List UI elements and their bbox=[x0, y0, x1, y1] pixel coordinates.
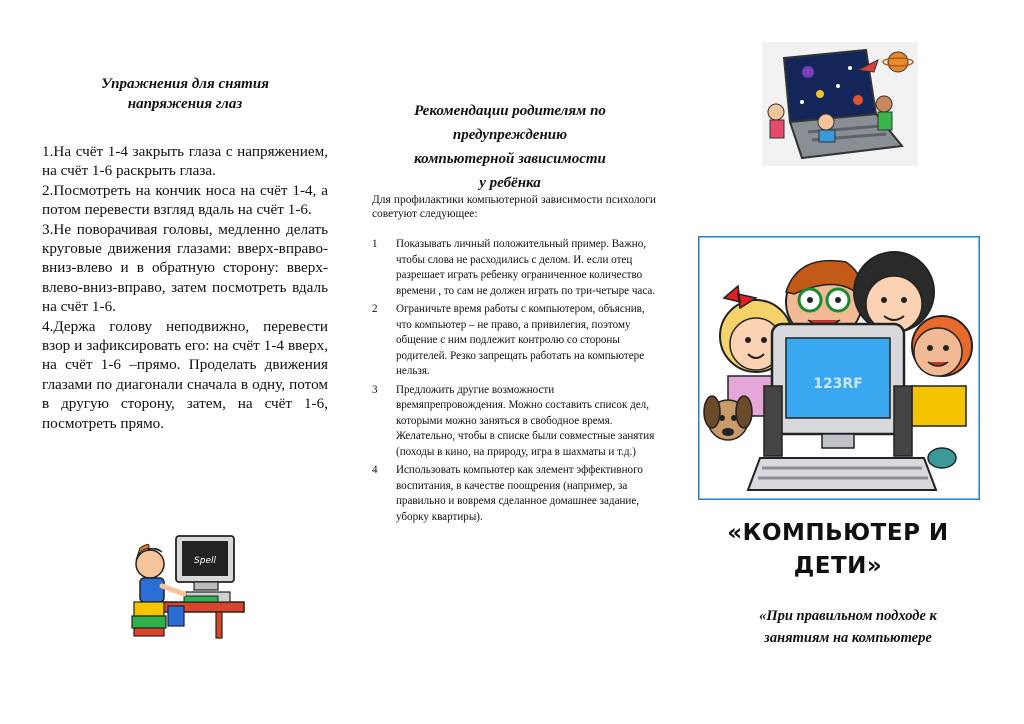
spell-screen-label: Spell bbox=[194, 556, 216, 566]
eye-exercise-item: 4.Держа голову неподвижно, перевести взор и зафиксировать его: на счёт 1-4 вверх, на счёт 1-6 –прямо. Проделать движения глазами по диагонали сначала в одну, потом в другую сторону, затем, на счёт 1-6, посмотреть прямо. bbox=[42, 317, 328, 432]
recommendation-text: Показывать личный положительный пример. Важно, чтобы слова не расходились с делом. И. если отец разрешает играть ребенку ограниченное количество времени , то сам не должен играть по три-четыре часа. bbox=[396, 238, 656, 297]
recommendations-list bbox=[372, 237, 656, 528]
cover-title-line2: ДЕТИ» bbox=[793, 553, 883, 579]
recommendations-title bbox=[374, 99, 646, 195]
recommendation-text: Ограничьте время работы с компьютером, объяснив, что компьютер – не право, а привилегия, поэтому общение с ним подлежит контролю со стороны родителей. Резко запрещать работать на компьютере нельзя. bbox=[396, 303, 645, 377]
recommendations-title-line2: предупреждению bbox=[452, 127, 568, 143]
recommendation-text: Предложить другие возможности времяпрепровождения. Можно составить список дел, которыми можно заняться в свободное время. Желательно, чтобы в списке были совместные занятия (походы в кино, на природу, игра в шахматы и т.д.) bbox=[396, 383, 655, 458]
recommendation-number: 3 bbox=[372, 383, 378, 396]
eye-exercise-item: 3.Не поворачивая головы, медленно делать круговые движения глазами: вверх-вправо-вниз-влево и в обратную сторону: вверх-влево-вниз-вправо, затем посмотреть вдаль на счёт 1-6. bbox=[42, 220, 328, 316]
recommendations-title-line3: компьютерной зависимости bbox=[414, 151, 606, 167]
recommendations-intro: Для профилактики компьютерной зависимости психологи советуют следующее: bbox=[372, 194, 656, 220]
cover-subtitle-line1: «При правильном подходе к bbox=[759, 608, 937, 624]
recommendation-item bbox=[372, 302, 656, 380]
eye-exercises-list bbox=[42, 142, 328, 433]
eye-exercises-title bbox=[70, 74, 300, 114]
recommendation-item bbox=[372, 463, 656, 525]
recommendations-title-line4: у ребёнка bbox=[479, 175, 541, 191]
cover-subtitle-line2: занятиям на компьютере bbox=[764, 630, 932, 646]
cover-subtitle bbox=[720, 605, 976, 649]
recommendation-item bbox=[372, 383, 656, 461]
recommendation-number: 2 bbox=[372, 303, 378, 315]
recommendation-number: 1 bbox=[372, 238, 378, 250]
recommendation-text: Использовать компьютер как элемент эффективного воспитания, в качестве поощрения (например, за правильно и вовремя сделанное домашнее задание, уборку квартиры). bbox=[396, 464, 643, 523]
kids-laptop-space-illustration bbox=[762, 42, 918, 166]
eye-exercise-item: 1.На счёт 1-4 закрыть глаза с напряжением, на счёт 1-6 раскрыть глаза. bbox=[42, 143, 328, 180]
recommendation-item bbox=[372, 237, 656, 299]
boy-at-computer-illustration bbox=[128, 530, 246, 642]
cover-title-line1: «КОМПЬЮТЕР И bbox=[727, 520, 949, 546]
cover-title bbox=[700, 517, 976, 583]
eye-exercises-title-line1: Упражнения для снятия bbox=[101, 76, 269, 92]
eye-exercises-title-line2: напряжения глаз bbox=[127, 96, 243, 112]
recommendations-title-line1: Рекомендации родителям по bbox=[414, 103, 606, 119]
recommendation-number: 4 bbox=[372, 464, 378, 476]
watermark-label: 123RF bbox=[813, 376, 863, 392]
children-computer-illustration bbox=[698, 236, 980, 500]
eye-exercise-item: 2.Посмотреть на кончик носа на счёт 1-4, а потом перевести взгляд вдаль на счёт 1-6. bbox=[42, 181, 328, 219]
